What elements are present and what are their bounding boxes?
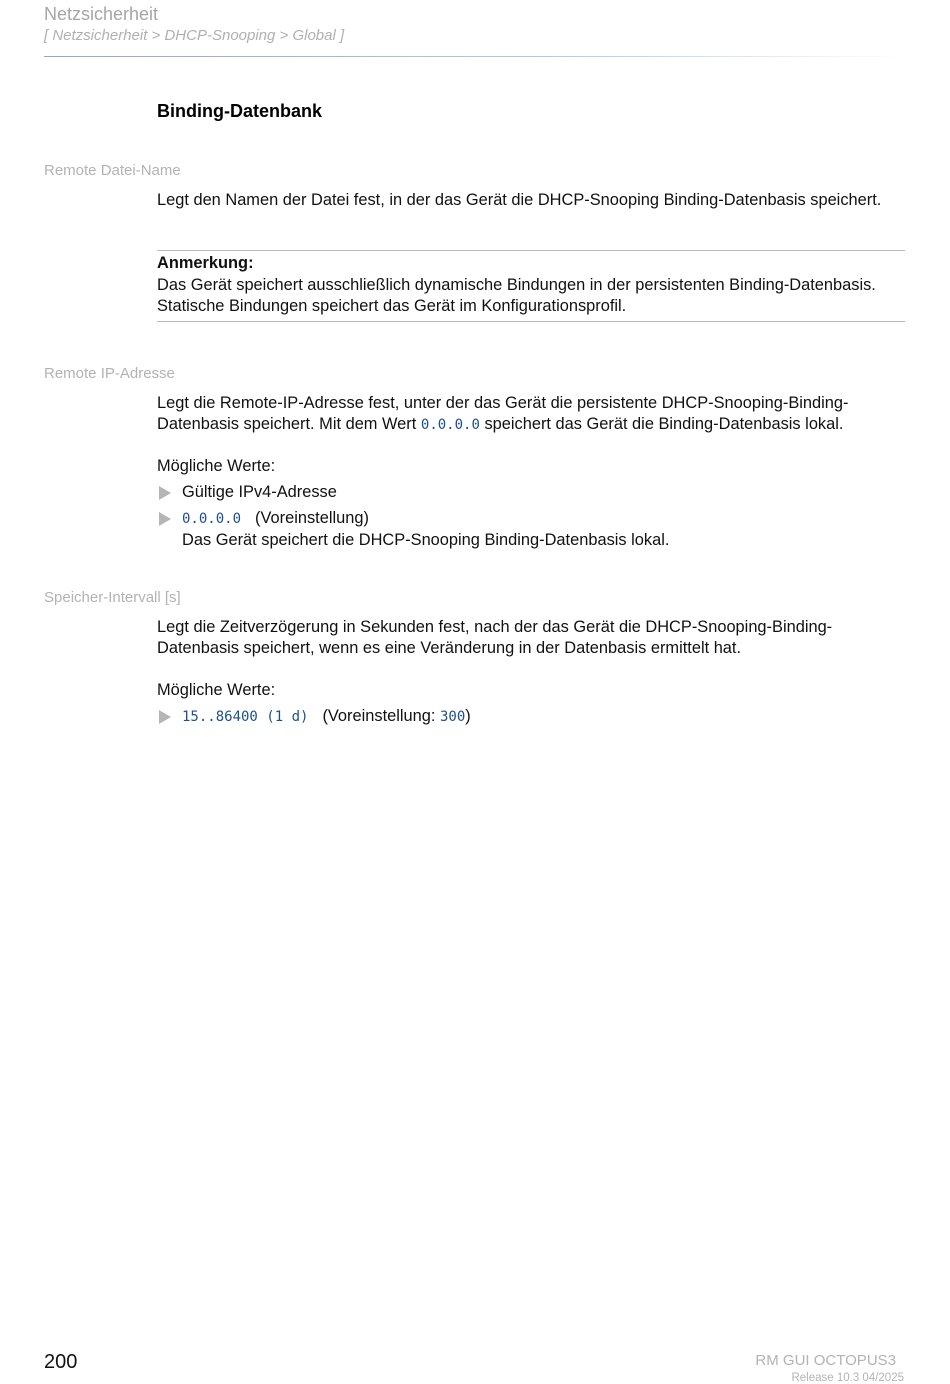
list-item-text: (Voreinstellung: bbox=[322, 707, 436, 725]
param-label-remote-file-name: Remote Datei-Name bbox=[44, 162, 181, 179]
code-value: 15..86400 (1 d) bbox=[182, 709, 309, 725]
description-text: speichert das Gerät die Binding-Datenbasis lokal. bbox=[484, 415, 844, 433]
header-divider bbox=[44, 56, 904, 57]
note-text: Das Gerät speichert ausschließlich dynamische Bindungen in der persistenten Binding-Datenbasis. Statische Bindungen speichert das Gerät im Konfigurationsprofil. bbox=[157, 276, 876, 315]
list-item-text: ) bbox=[465, 707, 471, 725]
code-value: 0.0.0.0 bbox=[182, 511, 242, 527]
code-value: 0.0.0.0 bbox=[420, 417, 480, 433]
param-label-remote-ip: Remote IP-Adresse bbox=[44, 365, 175, 382]
description-text: Legt die Remote-IP-Adresse fest, unter der das Gerät die persistente DHCP-Snooping-Binding-Datenbasis speichert. Mit dem Wert bbox=[157, 394, 849, 433]
triangle-bullet-icon bbox=[159, 512, 171, 526]
note-title: Anmerkung: bbox=[157, 254, 254, 272]
triangle-bullet-icon bbox=[159, 486, 171, 500]
list-item bbox=[157, 508, 905, 550]
default-code-value: 300 bbox=[439, 709, 466, 725]
list-item-text: (Voreinstellung) bbox=[255, 509, 369, 527]
list-item-content bbox=[182, 508, 669, 551]
list-item-detail: Das Gerät speichert die DHCP-Snooping Binding-Datenbasis lokal. bbox=[182, 531, 670, 549]
breadcrumb: [ Netzsicherheit > DHCP-Snooping > Global ] bbox=[44, 27, 345, 44]
page-header-title: Netzsicherheit bbox=[44, 4, 159, 24]
param-label-save-interval: Speicher-Intervall [s] bbox=[44, 589, 181, 606]
values-heading: Mögliche Werte: bbox=[157, 457, 276, 475]
footer-document-name: RM GUI OCTOPUS3 bbox=[755, 1352, 896, 1369]
footer-release: Release 10.3 04/2025 bbox=[791, 1372, 904, 1384]
param-description-remote-file-name: Legt den Namen der Datei fest, in der das Gerät die DHCP-Snooping Binding-Datenbasis speichert. bbox=[157, 191, 882, 209]
values-heading: Mögliche Werte: bbox=[157, 681, 276, 699]
triangle-bullet-icon bbox=[159, 710, 171, 724]
param-description-remote-ip bbox=[157, 393, 905, 436]
section-heading: Binding-Datenbank bbox=[157, 101, 322, 121]
param-description-save-interval: Legt die Zeitverzögerung in Sekunden fest, nach der das Gerät die DHCP-Snooping-Binding-Datenbasis speichert, wenn es eine Veränderung in der Datenbasis ermittelt hat. bbox=[157, 618, 833, 657]
page-number: 200 bbox=[44, 1351, 78, 1373]
note-box bbox=[157, 250, 905, 322]
list-item-content bbox=[182, 706, 471, 728]
list-item-text: Gültige IPv4-Adresse bbox=[182, 483, 337, 501]
